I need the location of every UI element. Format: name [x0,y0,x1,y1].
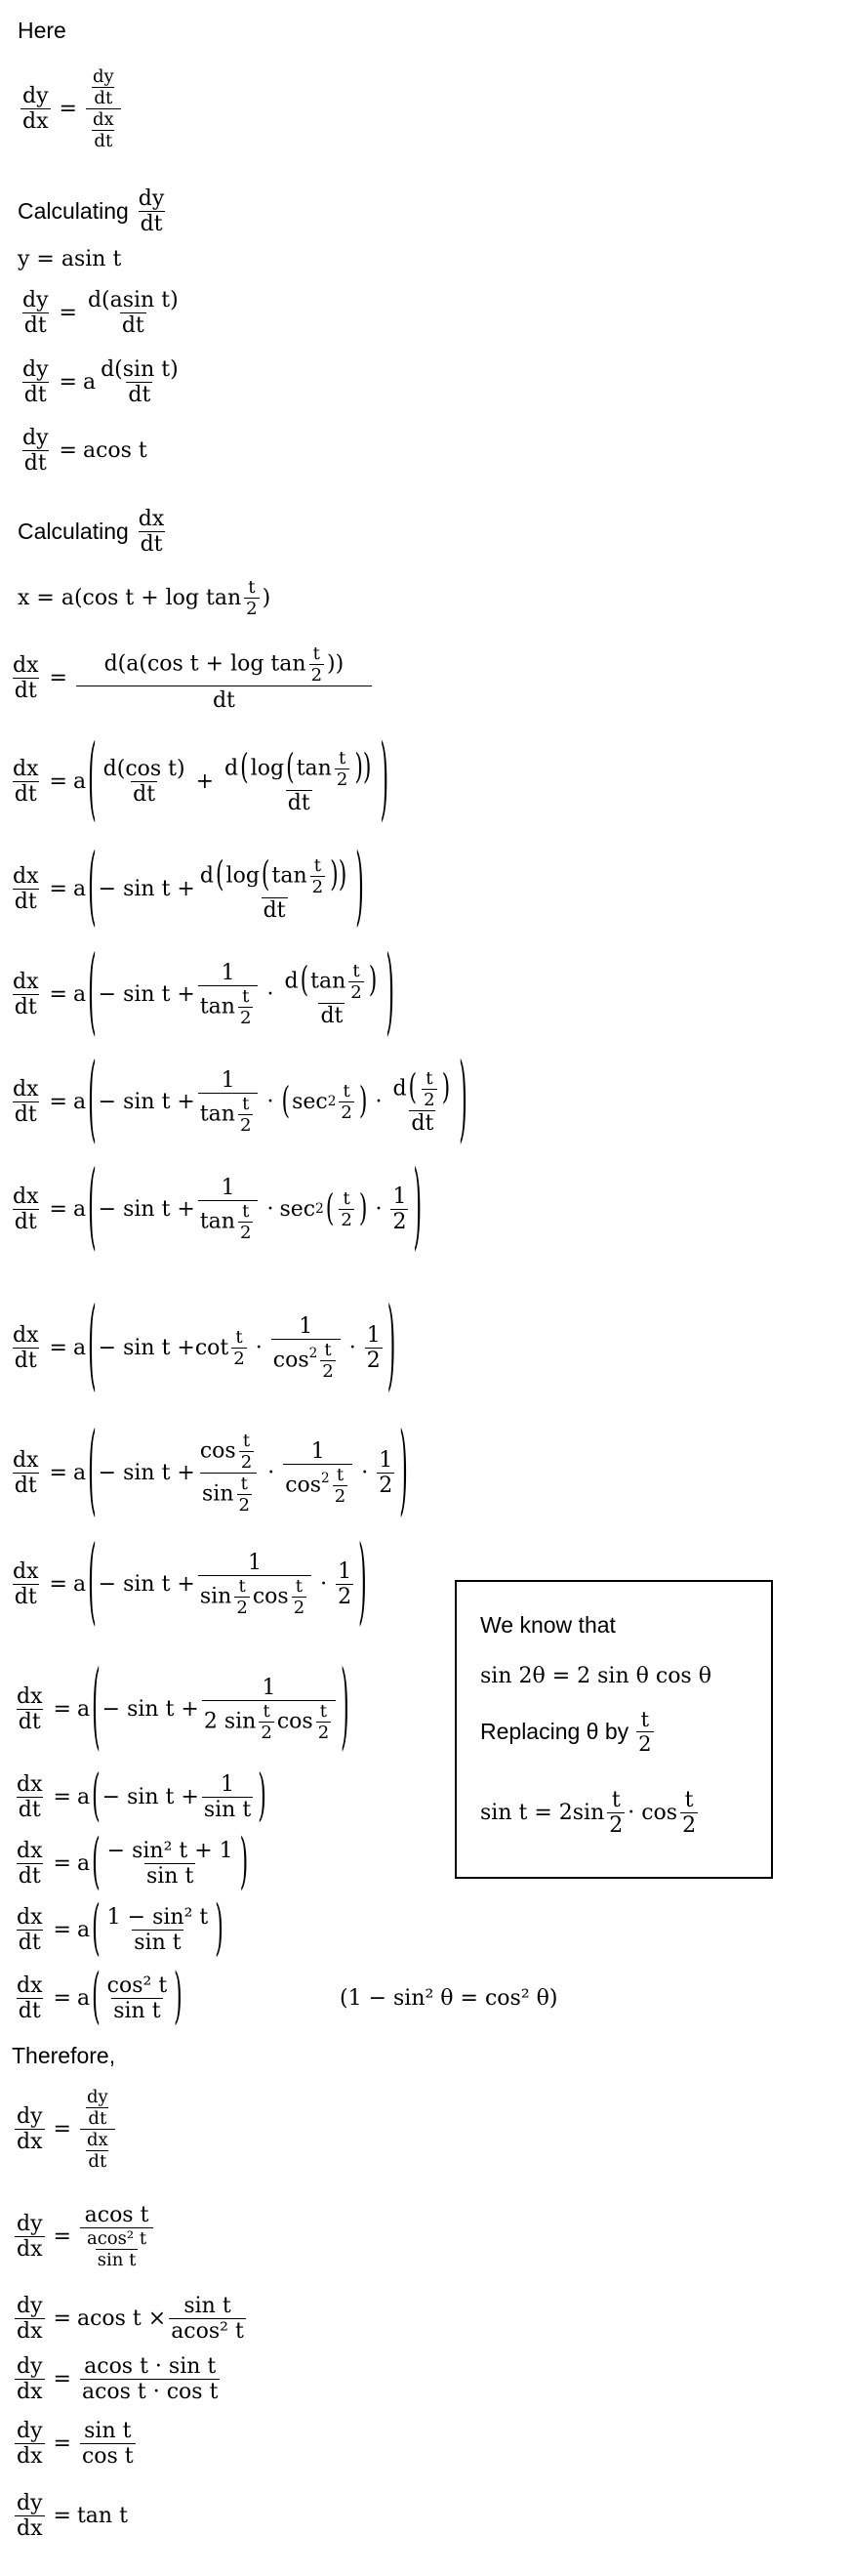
equation-dy-dt-2: $\frac{dy}{dt}$ = a $\frac{\text{d(sin t)}}{dt}$ [22,356,179,407]
label-here: Here [18,17,66,43]
equation-final-5: $\frac{dy}{dx}$ = $\frac{\text{sin t}}{\text{cos t}}$ [17,2418,134,2469]
equation-final-result: $\frac{dy}{dx}$ = tan t [17,2490,128,2541]
equation-dx-dt-10: $\frac{dx}{dt}$ = a ( − sin t + 1 2 sin $\frac{t}{2}$ cos $\frac{t}{2}$ ) [17,1655,349,1763]
equation-chain-rule: $\frac{dy}{dx}$ = $\frac{\frac{dy}{dt}}{\frac{dx}{dt}}$ [18,51,124,166]
equation-final-4: $\frac{dy}{dx}$ = $\frac{\text{acos t · sin t}}{\text{acos t · cos t}}$ [17,2353,219,2404]
equation-dx-dt-1: $\frac{dx}{dt}$ = d(a(cos t + log tan $\frac{t}{2}$ )) dt [8,633,375,723]
equation-dy-dt-result: $\frac{dy}{dt}$ = acos t [22,425,147,476]
equation-final-3: $\frac{dy}{dx}$ = acos t × $\frac{\text{sin t}}{\text{acos² t}}$ [17,2293,244,2344]
box-replacing: Replacing θ by $\frac{t}{2}$ [480,1707,652,1756]
equation-final-1: $\frac{dy}{dx}$ = $\frac{\frac{dy}{dt}}{\frac{dx}{dt}}$ [12,2074,118,2183]
box-double-angle: sin 2θ = 2 sin θ cos θ [480,1663,711,1688]
box-we-know: We know that [480,1611,616,1638]
equation-dx-dt-9: $\frac{dx}{dt}$ = a ( − sin t + 1 sin $\frac{t}{2}$ cos $\frac{t}{2}$ · $\frac{1}{2}$ ) [13,1530,367,1638]
heading-calc-dy-dt: Calculating $\frac{dy}{dt}$ [18,186,165,236]
equation-dx-dt-3: $\frac{dx}{dt}$ = a ( − sin t + d(log(tan $\frac{t}{2}$ )) dt ) [13,840,364,937]
equation-dx-dt-7: $\frac{dx}{dt}$ = a ( − sin t + cot $\frac{t}{2}$ · 1 $\cos^2$ $\frac{t}{2}$ · $\frac{1}{2}$ ) [13,1291,396,1404]
equation-x-def: x = a(cos t + log tan $\frac{t}{2}$ ) [18,576,271,619]
equation-dx-dt-result: $\frac{dx}{dt}$ = a ( $\frac{\text{cos² t}}{\text{sin t}}$ ) [17,1964,183,2032]
identity-box [455,1580,773,1879]
equation-dx-dt-6: $\frac{dx}{dt}$ = a ( − sin t + 1 tan $\frac{t}{2}$ · sec 2 ( $\frac{t}{2}$ ) · $\frac{1}{2}$ ) [13,1155,423,1263]
equation-dx-dt-4: $\frac{dx}{dt}$ = a ( − sin t + 1 tan $\frac{t}{2}$ · d(tan $\frac{t}{2}$ ) dt ) [13,940,394,1048]
equation-dx-dt-2: $\frac{dx}{dt}$ = a ( $\frac{\text{d(cos t)}}{dt}$ + d(log(tan $\frac{t}{2}$ )) dt ) [13,729,389,833]
equation-dx-dt-11: $\frac{dx}{dt}$ = a ( − sin t + $\frac{1}{\text{sin t}}$ ) [17,1765,266,1829]
box-result: sin t = 2sin $\frac{t}{2}$ · cos $\frac{t}{2}$ [480,1787,697,1838]
equation-y-def: y = asin t [18,246,122,271]
equation-dx-dt-5: $\frac{dx}{dt}$ = a ( − sin t + 1 tan $\frac{t}{2}$ · ( sec 2 $\frac{t}{2}$ ) · d( $\frac{t}{2}$ ) dt ) [13,1048,467,1155]
equation-dx-dt-13: $\frac{dx}{dt}$ = a ( $\frac{\text{1 − sin² t}}{\text{sin t}}$ ) [17,1895,223,1964]
heading-calc-dx-dt: Calculating $\frac{dx}{dt}$ [18,506,165,557]
identity-note: (1 − sin² θ = cos² θ) [340,1985,558,2011]
equation-dx-dt-12: $\frac{dx}{dt}$ = a ( $\frac{\text{− sin² t + 1}}{\text{sin t}}$ ) [17,1829,249,1897]
equation-final-2: $\frac{dy}{dx}$ = $\frac{\text{acos t}}{\frac{\text{acos² t}}{\text{sin t}}}$ [12,2187,156,2285]
equation-dx-dt-8: $\frac{dx}{dt}$ = a ( − sin t + cos $\frac{t}{2}$ sin $\frac{t}{2}$ · 1 $\cos^2$ $\frac{t}{2}$ · $\frac{1}{2}$ ) [13,1416,408,1529]
label-therefore: Therefore, [12,2042,116,2068]
equation-dy-dt-1: $\frac{dy}{dt}$ = $\frac{\text{d(asin t)}}{dt}$ [22,287,179,338]
